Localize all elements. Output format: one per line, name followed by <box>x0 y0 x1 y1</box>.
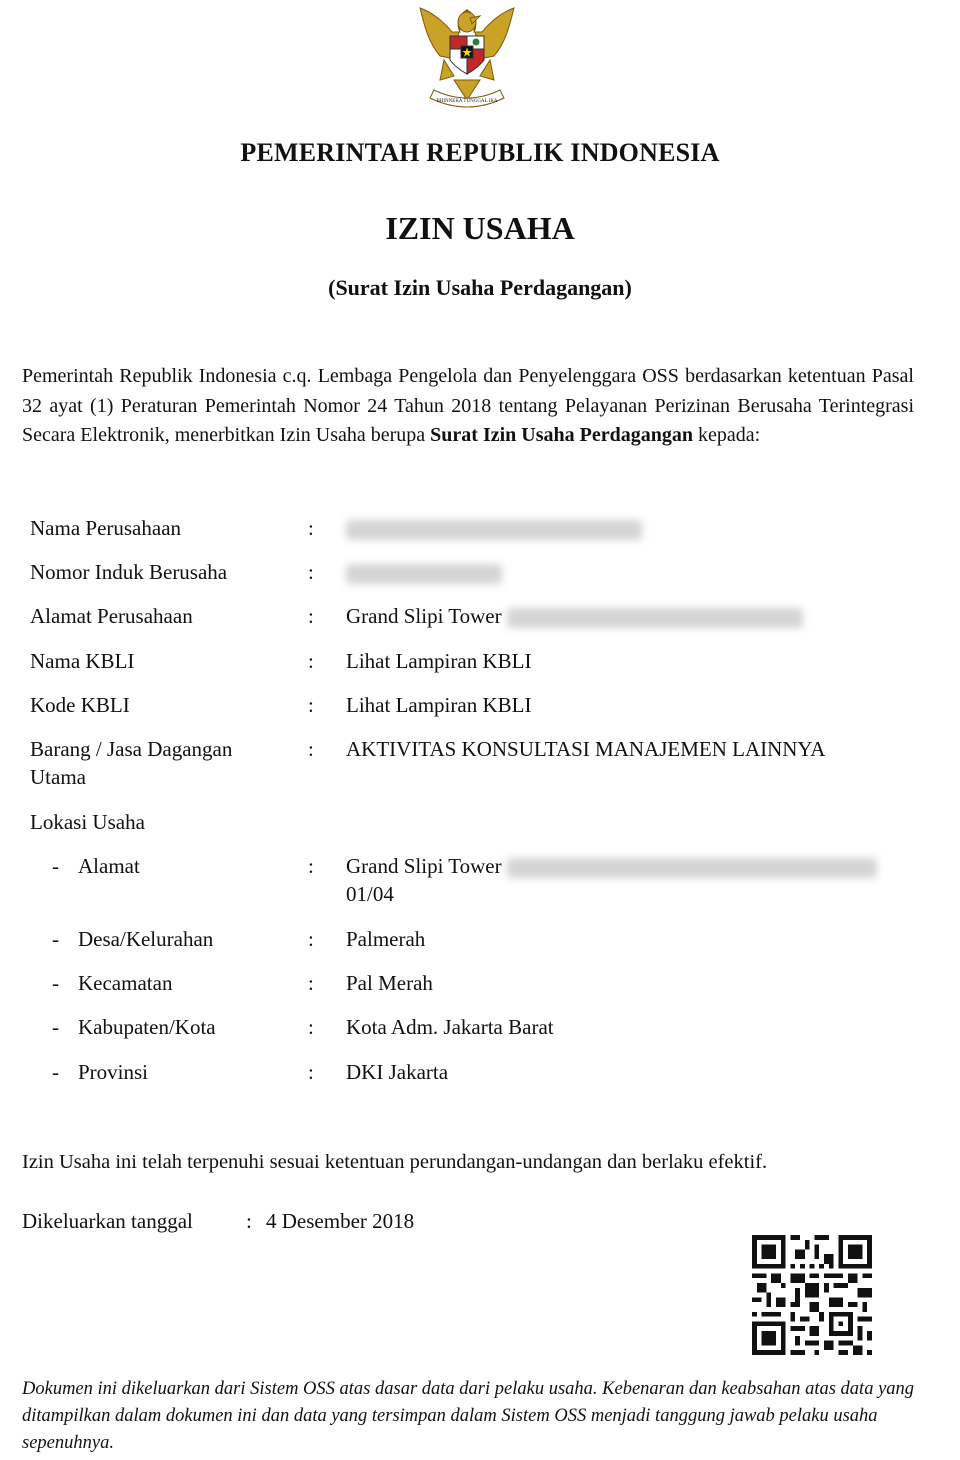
intro-paragraph: Pemerintah Republik Indonesia c.q. Lembaga Pengelola dan Penyelenggara OSS berdasarkan ketentuan Pasal 32 ayat (1) Peraturan Pemerintah Nomor 24 Tahun 2018 tentang Pelayanan Perizinan Berusaha Terintegrasi Secara Elektronik, menerbitkan Izin Usaha berupa Surat Izin Usaha Perdagangan kepada: <box>22 365 914 446</box>
detail-value: 01/04 <box>346 882 394 906</box>
detail-label: Provinsi <box>78 1060 149 1084</box>
disclaimer-footnote: Dokumen ini dikeluarkan dari Sistem OSS atas dasar data dari pelaku usaha. Kebenaran dan keabsahan atas data yang ditampilkan dalam dokumen ini dan data yang tersimpan dalam Sistem OSS menjadi tanggung jawab pelaku usaha sepenuhnya. <box>22 1379 915 1453</box>
detail-label: Kode KBLI <box>30 693 130 717</box>
redacted-value <box>507 858 877 878</box>
detail-value: Palmerah <box>346 927 426 951</box>
detail-value: AKTIVITAS KONSULTASI MANAJEMEN LAINNYA <box>346 737 826 761</box>
intro-bold-text: Surat Izin Usaha Perdagangan <box>430 424 693 446</box>
issued-colon: : <box>246 1209 252 1233</box>
redacted-value <box>346 564 502 584</box>
detail-value: Pal Merah <box>346 971 433 995</box>
government-heading: PEMERINTAH REPUBLIK INDONESIA <box>240 138 720 167</box>
detail-label: Alamat Perusahaan <box>30 604 193 628</box>
document-subtitle: (Surat Izin Usaha Perdagangan) <box>328 275 632 300</box>
detail-label: Nomor Induk Berusaha <box>30 560 228 584</box>
redacted-value <box>507 608 803 628</box>
detail-label: Alamat <box>78 854 140 878</box>
issued-label: Dikeluarkan tanggal <box>22 1209 193 1233</box>
detail-label: Nama KBLI <box>30 649 135 673</box>
detail-label: Kecamatan <box>78 971 173 995</box>
garuda-emblem <box>414 2 520 112</box>
detail-label: Desa/Kelurahan <box>78 927 214 951</box>
detail-label: Kabupaten/Kota <box>78 1015 216 1039</box>
qr-code-icon <box>752 1235 872 1355</box>
detail-value: DKI Jakarta <box>346 1060 449 1084</box>
detail-label: Nama Perusahaan <box>30 516 182 540</box>
detail-value: Lihat Lampiran KBLI <box>346 649 532 673</box>
redacted-value <box>346 520 642 540</box>
detail-value: Grand Slipi Tower <box>346 854 502 878</box>
detail-value: Lihat Lampiran KBLI <box>346 693 532 717</box>
detail-label: Lokasi Usaha <box>30 810 145 834</box>
emblem-motto-text: BHINNEKA TUNGGAL IKA <box>436 99 498 104</box>
issued-date: 4 Desember 2018 <box>266 1209 415 1233</box>
validity-statement: Izin Usaha ini telah terpenuhi sesuai ketentuan perundangan-undangan dan berlaku efektif. <box>22 1151 768 1173</box>
detail-value: Grand Slipi Tower <box>346 604 502 628</box>
document-title: IZIN USAHA <box>385 210 575 246</box>
detail-value: Kota Adm. Jakarta Barat <box>346 1015 554 1039</box>
detail-label: Barang / Jasa Dagangan Utama <box>30 737 233 789</box>
